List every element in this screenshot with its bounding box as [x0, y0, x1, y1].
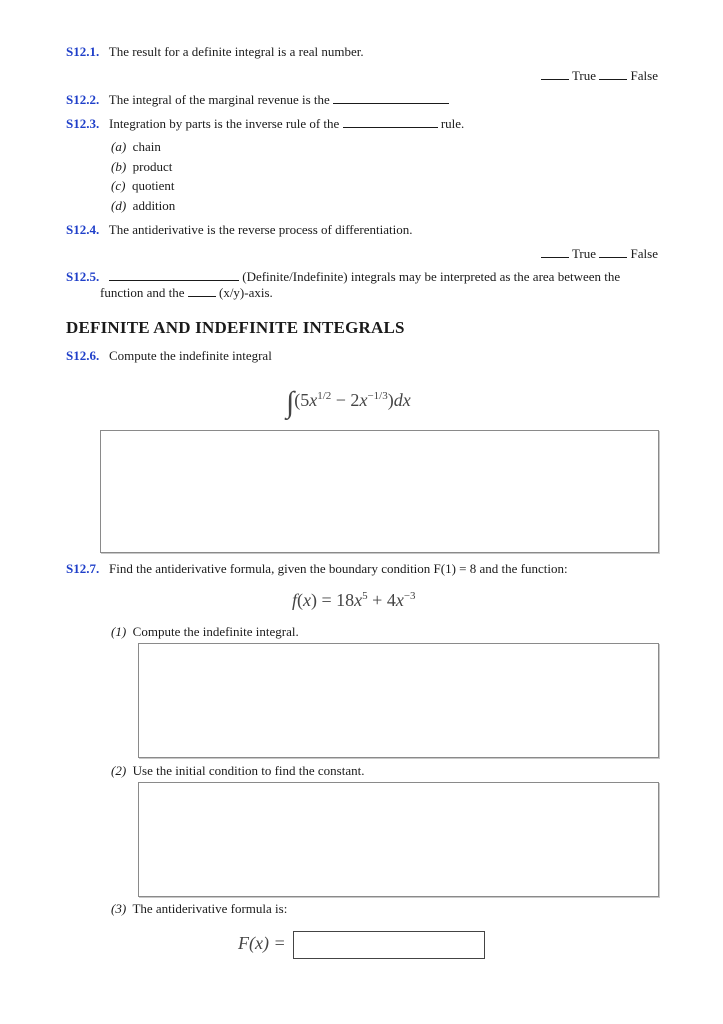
part-2: [111, 763, 364, 779]
integral-formula: $\int(5x^{1/2} - 2x^{-1/3})dx$: [286, 386, 411, 419]
answer-box-part-2[interactable]: [138, 782, 659, 897]
answer-box-s12-6[interactable]: [100, 430, 659, 553]
part-1: [111, 624, 299, 640]
question-s12-5: [66, 269, 620, 285]
part-text: Use the initial condition to find the constant.: [132, 763, 365, 778]
answer-blank-type[interactable]: [109, 269, 239, 281]
question-text-end: (x/y)-axis.: [218, 285, 273, 300]
answer-formula-label: F(x) =: [238, 933, 286, 953]
option-label: addition: [132, 198, 176, 213]
option-label: quotient: [131, 178, 175, 193]
question-text: The integral of the marginal revenue is the: [108, 92, 330, 107]
option-letter: (c): [111, 178, 126, 193]
part-label: (2): [111, 763, 127, 778]
true-false-choice-s12-4: [541, 246, 658, 262]
part-label: (1): [111, 624, 127, 639]
part-3: [111, 901, 287, 917]
question-text: (Definite/Indefinite) integrals may be interpreted as the area between the: [242, 269, 621, 284]
option-letter: (a): [111, 139, 127, 154]
true-false-choice-s12-1: [541, 68, 658, 84]
answer-box-part-1[interactable]: [138, 643, 659, 758]
question-number: S12.6.: [66, 348, 100, 363]
question-number: S12.5.: [66, 269, 100, 284]
question-number: S12.7.: [66, 561, 100, 576]
option-label: product: [132, 159, 173, 174]
question-text: Find the antiderivative formula, given the boundary condition F(1) = 8 and the function:: [108, 561, 568, 576]
question-s12-2: [66, 92, 449, 108]
question-number: S12.4.: [66, 222, 100, 237]
question-text: Compute the indefinite integral: [108, 348, 272, 363]
answer-blank[interactable]: [343, 116, 438, 128]
part-label: (3): [111, 901, 127, 916]
part-text: The antiderivative formula is:: [132, 901, 288, 916]
true-blank[interactable]: [541, 68, 569, 80]
false-blank[interactable]: [599, 68, 627, 80]
option-label: chain: [132, 139, 161, 154]
question-text: The result for a definite integral is a real number.: [108, 44, 364, 59]
question-s12-1: [66, 44, 364, 60]
option-letter: (b): [111, 159, 127, 174]
false-blank[interactable]: [599, 246, 627, 258]
question-number: S12.2.: [66, 92, 100, 107]
section-heading: DEFINITE AND INDEFINITE INTEGRALS: [66, 318, 405, 337]
question-s12-7: [66, 561, 568, 577]
question-text: Integration by parts is the inverse rule of the: [108, 116, 340, 131]
question-text: The antiderivative is the reverse process of differentiation.: [108, 222, 413, 237]
answer-blank[interactable]: [333, 92, 449, 104]
function-formula: $f(x) = 18x^5 + 4x^{-3}$: [292, 590, 416, 610]
part-text: Compute the indefinite integral.: [132, 624, 299, 639]
question-text: function and the: [100, 285, 185, 300]
antiderivative-answer-input[interactable]: [293, 931, 485, 959]
option-d[interactable]: [111, 198, 175, 214]
question-s12-5-continued: [100, 285, 273, 301]
true-label: True: [571, 68, 597, 83]
option-c[interactable]: [111, 178, 175, 194]
true-label: True: [571, 246, 597, 261]
question-text-end: rule.: [440, 116, 465, 131]
answer-blank-axis[interactable]: [188, 285, 216, 297]
question-s12-3: [66, 116, 464, 132]
false-label: False: [630, 68, 658, 83]
question-number: S12.1.: [66, 44, 100, 59]
option-a[interactable]: [111, 139, 161, 155]
question-s12-4: [66, 222, 412, 238]
true-blank[interactable]: [541, 246, 569, 258]
option-letter: (d): [111, 198, 127, 213]
question-number: S12.3.: [66, 116, 100, 131]
question-s12-6: [66, 348, 272, 364]
option-b[interactable]: [111, 159, 172, 175]
false-label: False: [630, 246, 658, 261]
